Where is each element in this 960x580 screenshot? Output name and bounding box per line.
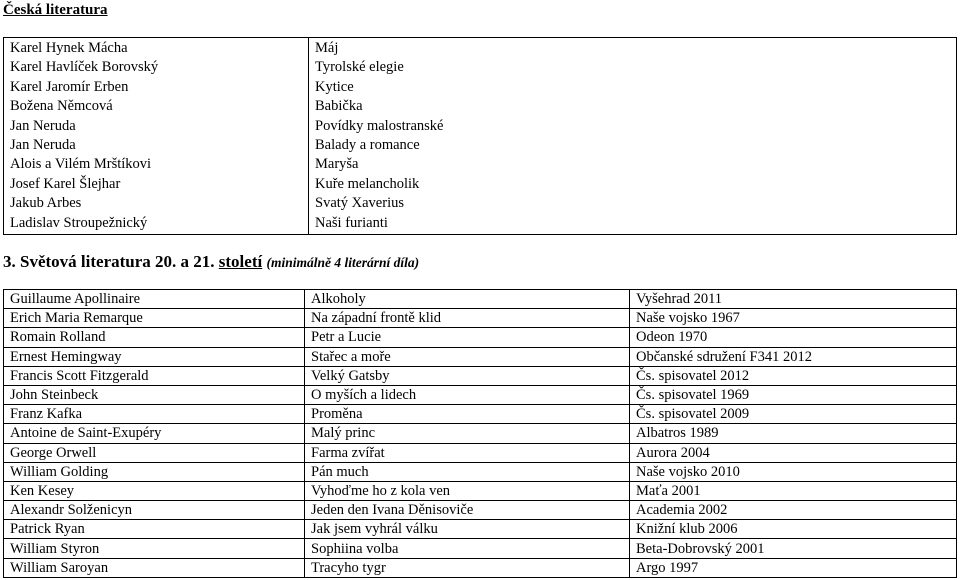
work-cell: Svatý Xaverius xyxy=(315,195,404,212)
table-row xyxy=(4,424,957,443)
work-cell: Balady a romance xyxy=(315,136,420,153)
author-cell: Guillaume Apollinaire xyxy=(4,290,305,309)
table-row xyxy=(4,328,957,347)
author-cell: Patrick Ryan xyxy=(4,520,305,539)
table-row xyxy=(4,385,957,404)
author-cell: Ken Kesey xyxy=(4,481,305,500)
author-cell: Karel Jaromír Erben xyxy=(10,78,129,95)
table-row xyxy=(4,347,957,366)
edition-cell: Argo 1997 xyxy=(630,558,957,577)
work-cell: Kytice xyxy=(315,78,354,95)
work-cell: Velký Gatsby xyxy=(305,366,630,385)
heading-prefix: 3. Světová literatura 20. a 21. xyxy=(3,252,215,271)
work-cell: Pán much xyxy=(305,462,630,481)
table-row xyxy=(4,539,957,558)
author-cell: William Saroyan xyxy=(4,558,305,577)
work-cell: Sophiina volba xyxy=(305,539,630,558)
table-row xyxy=(4,366,957,385)
work-cell: Farma zvířat xyxy=(305,443,630,462)
table-row xyxy=(4,520,957,539)
edition-cell: Čs. spisovatel 2009 xyxy=(630,405,957,424)
edition-cell: Maťa 2001 xyxy=(630,481,957,500)
edition-cell: Naše vojsko 1967 xyxy=(630,309,957,328)
author-cell: Karel Havlíček Borovský xyxy=(10,59,159,76)
table-row xyxy=(4,481,957,500)
edition-cell: Vyšehrad 2011 xyxy=(630,290,957,309)
author-cell: Erich Maria Remarque xyxy=(4,309,305,328)
author-cell: Jan Neruda xyxy=(10,136,76,153)
edition-cell: Beta-Dobrovský 2001 xyxy=(630,539,957,558)
author-cell: Ladislav Stroupežnický xyxy=(10,214,148,231)
author-cell: Božena Němcová xyxy=(10,98,113,115)
author-cell: George Orwell xyxy=(4,443,305,462)
work-cell: Jak jsem vyhrál válku xyxy=(305,520,630,539)
table-row xyxy=(4,462,957,481)
author-cell: Francis Scott Fitzgerald xyxy=(4,366,305,385)
edition-cell: Naše vojsko 2010 xyxy=(630,462,957,481)
author-cell: Romain Rolland xyxy=(4,328,305,347)
work-cell: Malý princ xyxy=(305,424,630,443)
edition-cell: Knižní klub 2006 xyxy=(630,520,957,539)
work-cell: Tyrolské elegie xyxy=(315,59,404,76)
author-cell: Antoine de Saint-Exupéry xyxy=(4,424,305,443)
work-cell: Kuře melancholik xyxy=(315,175,420,192)
author-cell: Josef Karel Šlejhar xyxy=(10,175,121,192)
author-cell: Franz Kafka xyxy=(4,405,305,424)
work-cell: Naši furianti xyxy=(315,214,388,231)
work-cell: O myších a lidech xyxy=(305,385,630,404)
work-cell: Vyhoďme ho z kola ven xyxy=(305,481,630,500)
edition-cell: Academia 2002 xyxy=(630,501,957,520)
work-cell: Tracyho tygr xyxy=(305,558,630,577)
work-cell: Povídky malostranské xyxy=(315,117,444,134)
heading-note: (minimálně 4 literární díla) xyxy=(266,255,420,270)
czech-literature-table xyxy=(3,37,957,235)
world-literature-table xyxy=(3,289,957,578)
section-heading-world xyxy=(3,252,419,272)
table-row xyxy=(4,558,957,577)
work-cell: Stařec a moře xyxy=(305,347,630,366)
section-heading-czech: Česká literatura xyxy=(3,2,108,18)
table-row xyxy=(4,405,957,424)
edition-cell: Aurora 2004 xyxy=(630,443,957,462)
table-row xyxy=(4,309,957,328)
edition-cell: Albatros 1989 xyxy=(630,424,957,443)
author-cell: Karel Hynek Mácha xyxy=(10,40,128,56)
author-cell: Alexandr Solženicyn xyxy=(4,501,305,520)
author-cell: Jakub Arbes xyxy=(10,195,82,212)
author-cell: John Steinbeck xyxy=(4,385,305,404)
table-row xyxy=(4,501,957,520)
work-cell: Proměna xyxy=(305,405,630,424)
work-cell: Na západní frontě klid xyxy=(305,309,630,328)
table-row xyxy=(4,290,957,309)
authors-column xyxy=(4,38,309,235)
edition-cell: Odeon 1970 xyxy=(630,328,957,347)
work-cell: Máj xyxy=(315,40,339,56)
author-cell: William Golding xyxy=(4,462,305,481)
author-cell: Alois a Vilém Mrštíkovi xyxy=(10,156,152,173)
work-cell: Maryša xyxy=(315,156,359,173)
edition-cell: Čs. spisovatel 2012 xyxy=(630,366,957,385)
table-row xyxy=(4,443,957,462)
table-row xyxy=(4,38,957,235)
work-cell: Petr a Lucie xyxy=(305,328,630,347)
heading-underlined-word: století xyxy=(218,252,263,271)
author-cell: Jan Neruda xyxy=(10,117,76,134)
author-cell: Ernest Hemingway xyxy=(4,347,305,366)
works-column xyxy=(309,38,957,235)
work-cell: Jeden den Ivana Děnisoviče xyxy=(305,501,630,520)
author-cell: William Styron xyxy=(4,539,305,558)
work-cell: Babička xyxy=(315,98,363,115)
edition-cell: Čs. spisovatel 1969 xyxy=(630,385,957,404)
work-cell: Alkoholy xyxy=(305,290,630,309)
edition-cell: Občanské sdružení F341 2012 xyxy=(630,347,957,366)
